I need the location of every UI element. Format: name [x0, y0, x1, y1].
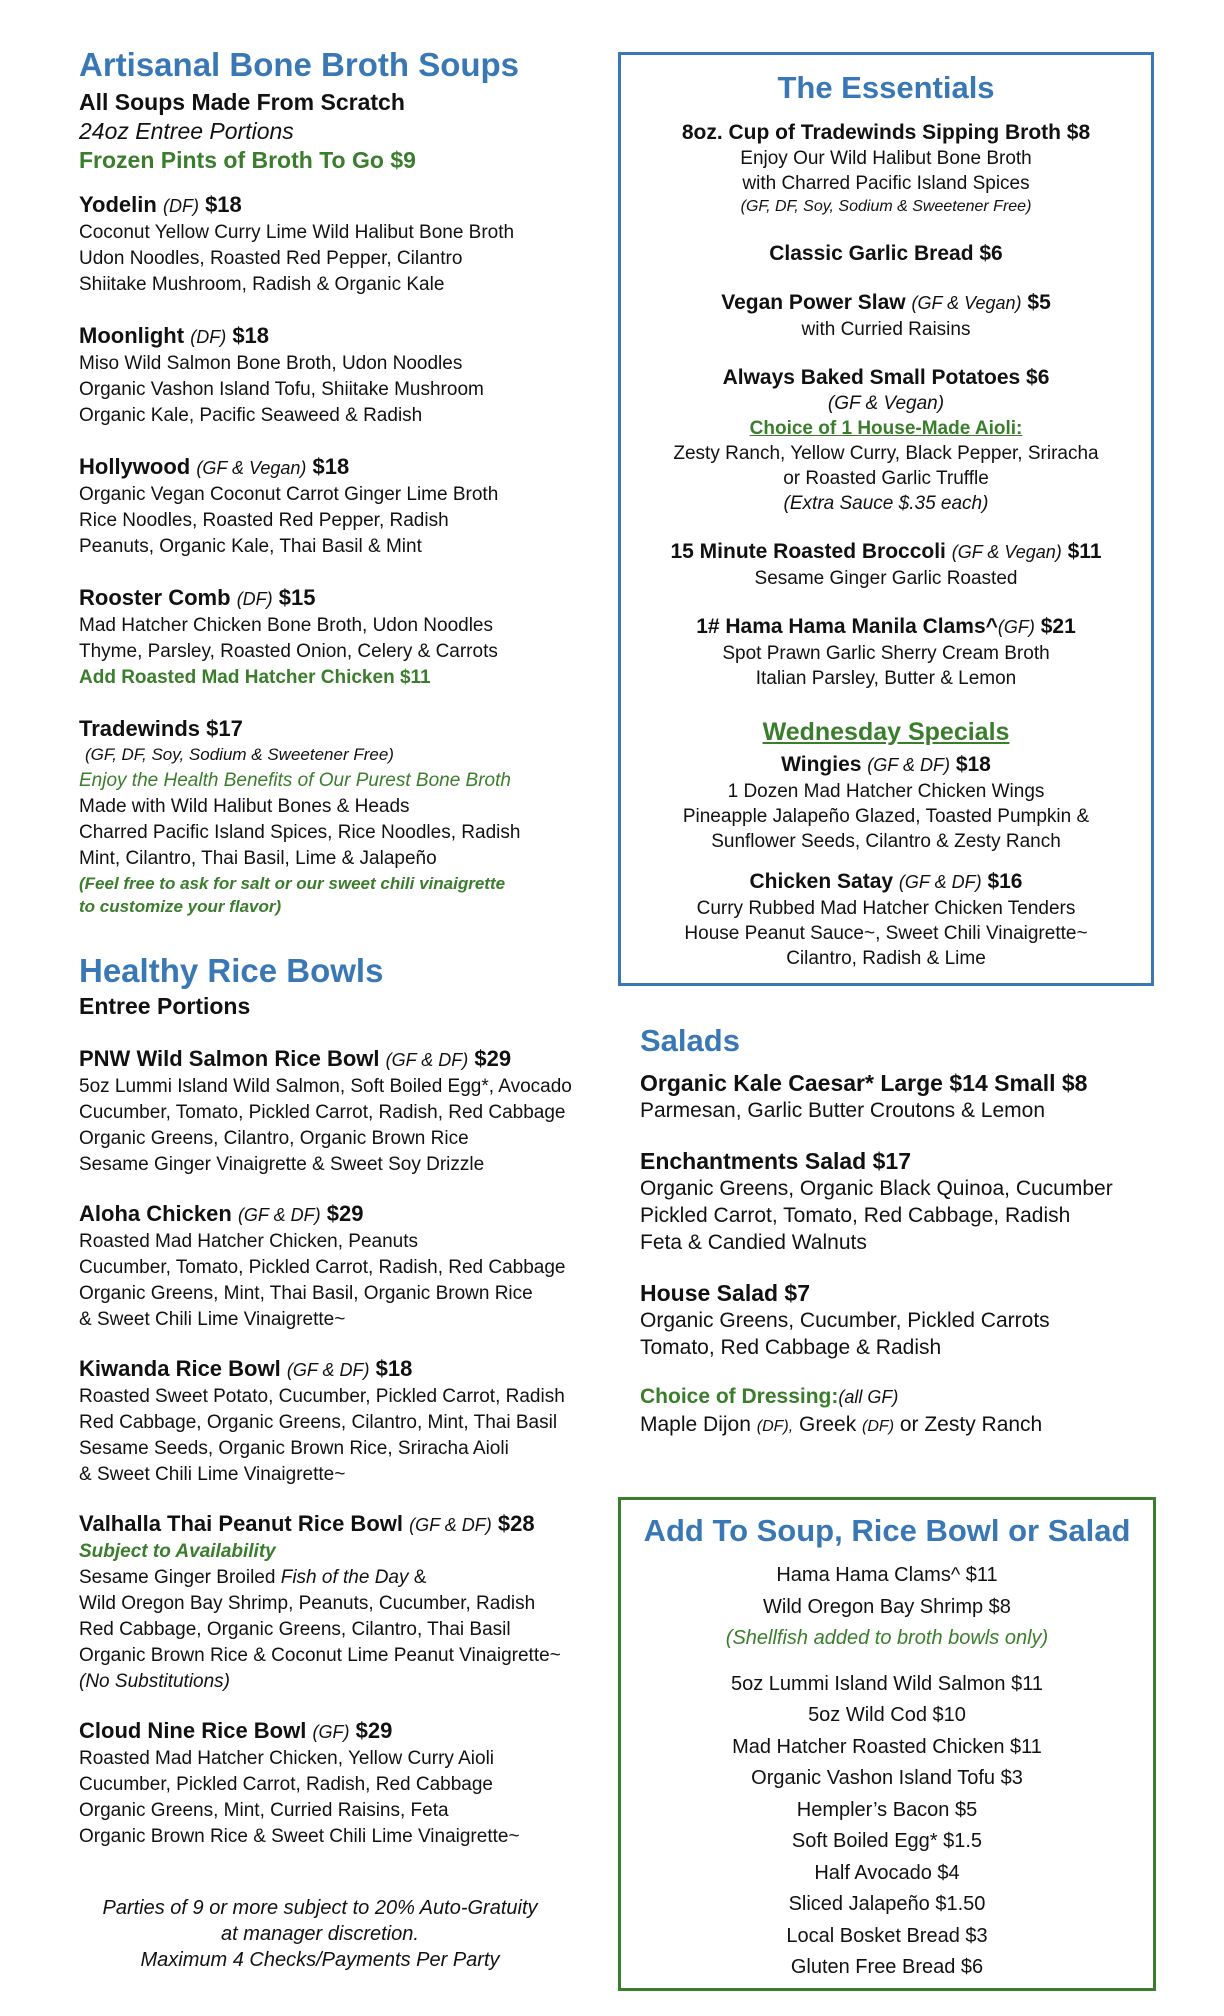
soups-subtitle: All Soups Made From Scratch — [79, 89, 405, 115]
salad-enchantments — [640, 1148, 1180, 1256]
item-desc: Charred Pacific Island Spices, Rice Noodles, Radish — [79, 822, 521, 843]
item-desc-part: & — [408, 1567, 427, 1588]
item-price: $29 — [355, 1718, 393, 1743]
addon-item: 5oz Lummi Island Wild Salmon $11 — [731, 1672, 1043, 1695]
item-name: Hollywood — [79, 454, 191, 479]
item-price: $28 — [497, 1511, 535, 1536]
item-desc: Parmesan, Garlic Butter Croutons & Lemon — [640, 1099, 1046, 1122]
salad-house — [640, 1280, 1180, 1361]
addon-item: Gluten Free Bread $6 — [790, 1956, 984, 1978]
left-column — [79, 46, 619, 1850]
bowl-aloha-chicken — [79, 1200, 619, 1333]
item-desc: Cucumber, Pickled Carrot, Radish, Red Cabbage — [79, 1774, 493, 1795]
addon-item: Organic Vashon Island Tofu $3 — [751, 1767, 1023, 1789]
soup-yodelin — [79, 191, 619, 298]
addon-item: Hama Hama Clams^ $11 — [776, 1564, 998, 1586]
item-desc: Roasted Sweet Potato, Cucumber, Pickled Carrot, Radish — [79, 1386, 565, 1407]
item-price: $18 — [205, 192, 242, 217]
salads-section — [640, 1022, 1180, 1440]
item-desc: Red Cabbage, Organic Greens, Cilantro, Thai Basil — [79, 1619, 511, 1640]
item-note: (GF & DF) — [385, 1050, 469, 1070]
item-extra: (Extra Sauce $.35 each) — [783, 493, 989, 514]
addons-shellfish — [621, 1560, 1153, 1655]
dressing-note: (DF) — [862, 1418, 895, 1435]
item-note: (GF & DF) — [286, 1360, 370, 1380]
item-name: 8oz. Cup of Tradewinds Sipping Broth $8 — [681, 121, 1091, 144]
item-desc: & Sweet Chili Lime Vinaigrette~ — [79, 1464, 346, 1485]
item-name: Moonlight — [79, 323, 185, 348]
salads-title: Salads — [640, 1023, 740, 1058]
item-price: $29 — [474, 1046, 512, 1071]
item-desc: Coconut Yellow Curry Lime Wild Halibut Bone Broth — [79, 222, 515, 243]
dressing-option: Greek — [793, 1413, 863, 1436]
item-name: Aloha Chicken — [79, 1201, 232, 1226]
item-note: (GF & Vegan) — [827, 393, 945, 414]
item-desc: Red Cabbage, Organic Greens, Cilantro, Mint, Thai Basil — [79, 1412, 558, 1433]
item-desc: Udon Noodles, Roasted Red Pepper, Cilantro — [79, 248, 463, 269]
item-highlight: Enjoy the Health Benefits of Our Purest Bone Broth — [79, 770, 511, 791]
item-desc: Sunflower Seeds, Cilantro & Zesty Ranch — [711, 831, 1061, 852]
item-desc: Zesty Ranch, Yellow Curry, Black Pepper, Sriracha — [673, 443, 1099, 464]
item-note: (GF & DF) — [898, 872, 982, 892]
item-desc: Sesame Ginger Vinaigrette & Sweet Soy Drizzle — [79, 1154, 485, 1175]
item-name: 1# Hama Hama Manila Clams^ — [696, 615, 998, 638]
item-price: $18 — [312, 454, 350, 479]
essentials-potatoes — [621, 364, 1151, 516]
item-note: (GF) — [312, 1722, 350, 1742]
item-desc: Organic Vashon Island Tofu, Shiitake Mushroom — [79, 379, 484, 400]
item-price: $18 — [375, 1356, 413, 1381]
dressing-label: Choice of Dressing: — [640, 1385, 839, 1408]
salad-kale-caesar — [640, 1070, 1180, 1124]
item-note: (GF, DF, Soy, Sodium & Sweetener Free) — [85, 745, 394, 764]
footer-line: at manager discretion. — [221, 1923, 419, 1945]
item-name: Yodelin — [79, 192, 157, 217]
essentials-title: The Essentials — [777, 70, 995, 105]
item-desc-fish: Fish of the Day — [280, 1567, 409, 1588]
soup-tradewinds — [79, 715, 619, 918]
item-tip: (Feel free to ask for salt or our sweet chili vinaigrette — [79, 874, 506, 893]
item-note: (DF) — [236, 589, 273, 609]
soup-hollywood — [79, 453, 619, 560]
addons-box — [618, 1497, 1156, 1991]
item-desc: Italian Parsley, Butter & Lemon — [755, 668, 1017, 689]
item-name: Cloud Nine Rice Bowl — [79, 1718, 307, 1743]
item-desc: Miso Wild Salmon Bone Broth, Udon Noodles — [79, 353, 463, 374]
addon-item: Hempler’s Bacon $5 — [796, 1798, 978, 1821]
dressing-option: Maple Dijon — [640, 1413, 757, 1436]
item-tip: to customize your flavor) — [79, 897, 282, 916]
item-note: (DF) — [190, 327, 227, 347]
item-name: Wingies — [781, 753, 862, 776]
item-name: PNW Wild Salmon Rice Bowl — [79, 1046, 380, 1071]
item-price: $5 — [1027, 291, 1051, 314]
item-name: Vegan Power Slaw — [721, 291, 906, 314]
item-desc: 5oz Lummi Island Wild Salmon, Soft Boiled Egg*, Avocado — [79, 1076, 572, 1097]
item-desc: Thyme, Parsley, Roasted Onion, Celery & Carrots — [79, 641, 498, 662]
item-note: (DF) — [162, 196, 199, 216]
item-desc: Mad Hatcher Chicken Bone Broth, Udon Noodles — [79, 615, 494, 636]
essentials-broccoli — [621, 538, 1151, 591]
item-desc: Cucumber, Tomato, Pickled Carrot, Radish, Red Cabbage — [79, 1257, 566, 1278]
item-name: Enchantments Salad $17 — [640, 1148, 911, 1174]
item-name: Kiwanda Rice Bowl — [79, 1356, 281, 1381]
item-price: $18 — [232, 323, 270, 348]
item-desc: Cucumber, Tomato, Pickled Carrot, Radish, Red Cabbage — [79, 1102, 566, 1123]
item-desc: Sesame Ginger Garlic Roasted — [754, 568, 1018, 589]
item-name: Organic Kale Caesar* Large $14 Small $8 — [640, 1070, 1088, 1096]
item-desc — [79, 1565, 619, 1591]
dressing-label-note: (all GF) — [838, 1387, 899, 1407]
salad-dressing — [640, 1383, 1180, 1440]
soups-portion: 24oz Entree Portions — [79, 118, 294, 144]
bowl-valhalla — [79, 1510, 619, 1695]
item-desc: Made with Wild Halibut Bones & Heads — [79, 796, 410, 817]
item-price: $29 — [326, 1201, 364, 1226]
item-note: (GF) — [997, 617, 1035, 637]
item-desc: Organic Greens, Mint, Thai Basil, Organic Brown Rice — [79, 1283, 533, 1304]
item-desc: 1 Dozen Mad Hatcher Chicken Wings — [727, 781, 1045, 802]
item-desc: Shiitake Mushroom, Radish & Organic Kale — [79, 274, 445, 295]
dressing-note: (DF), — [756, 1418, 794, 1435]
essentials-slaw — [621, 289, 1151, 342]
addon-item: Wild Oregon Bay Shrimp $8 — [763, 1595, 1011, 1618]
item-desc: Roasted Mad Hatcher Chicken, Yellow Curry Aioli — [79, 1748, 495, 1769]
special-chicken-satay — [621, 868, 1151, 971]
addons-title: Add To Soup, Rice Bowl or Salad — [643, 1513, 1131, 1548]
item-desc: with Charred Pacific Island Spices — [742, 173, 1030, 194]
essentials-garlic-bread: Classic Garlic Bread $6 — [769, 242, 1003, 265]
item-name: House Salad $7 — [640, 1280, 811, 1306]
item-name: Valhalla Thai Peanut Rice Bowl — [79, 1511, 403, 1536]
item-name: Rooster Comb — [79, 585, 231, 610]
item-price: $11 — [1067, 540, 1102, 563]
addon-item: Local Bosket Bread $3 — [786, 1924, 988, 1947]
footer-line: Parties of 9 or more subject to 20% Auto-Gratuity — [102, 1897, 538, 1919]
item-note: (GF, DF, Soy, Sodium & Sweetener Free) — [740, 198, 1032, 215]
item-price: $15 — [278, 585, 316, 610]
item-choice: Choice of 1 House-Made Aioli: — [749, 418, 1023, 439]
addon-item: Mad Hatcher Roasted Chicken $11 — [732, 1735, 1042, 1758]
footer-note — [60, 1895, 580, 1973]
item-desc: Feta & Candied Walnuts — [640, 1231, 867, 1254]
essentials-clams — [621, 613, 1151, 691]
special-wingies — [621, 751, 1151, 854]
item-desc: Tomato, Red Cabbage & Radish — [640, 1336, 942, 1359]
item-price: $18 — [955, 753, 991, 776]
soups-frozen: Frozen Pints of Broth To Go $9 — [79, 147, 416, 173]
item-desc: Wild Oregon Bay Shrimp, Peanuts, Cucumber, Radish — [79, 1593, 536, 1614]
item-desc-part: Sesame Ginger Broiled — [79, 1567, 281, 1588]
item-desc: Rice Noodles, Roasted Red Pepper, Radish — [79, 510, 449, 531]
item-name: Tradewinds $17 — [79, 716, 243, 741]
item-desc: Organic Kale, Pacific Seaweed & Radish — [79, 405, 423, 426]
item-desc: Organic Brown Rice & Sweet Chili Lime Vinaigrette~ — [79, 1826, 520, 1847]
item-desc: with Curried Raisins — [801, 319, 971, 340]
item-availability: Subject to Availability — [79, 1541, 276, 1562]
item-desc: Pickled Carrot, Tomato, Red Cabbage, Radish — [640, 1204, 1071, 1227]
soup-rooster-comb — [79, 584, 619, 691]
soups-title: Artisanal Bone Broth Soups — [79, 46, 520, 83]
item-name: Chicken Satay — [749, 870, 894, 893]
item-desc: Sesame Seeds, Organic Brown Rice, Sriracha Aioli — [79, 1438, 509, 1459]
item-note: (GF & Vegan) — [196, 458, 307, 478]
item-desc: Cilantro, Radish & Lime — [786, 948, 986, 969]
item-price: $21 — [1040, 615, 1076, 638]
addon-item: Half Avocado $4 — [814, 1861, 960, 1884]
item-note: (GF & DF) — [867, 755, 950, 775]
item-price: $16 — [987, 870, 1023, 893]
addon-item: Soft Boiled Egg* $1.5 — [791, 1830, 983, 1852]
bowl-pnw-salmon — [79, 1045, 619, 1178]
item-desc: Organic Greens, Organic Black Quinoa, Cucumber — [640, 1177, 1113, 1200]
addon-item: 5oz Wild Cod $10 — [808, 1704, 966, 1726]
essentials-box — [618, 52, 1154, 986]
item-desc: Mint, Cilantro, Thai Basil, Lime & Jalapeño — [79, 848, 437, 869]
soup-moonlight — [79, 322, 619, 429]
bowl-kiwanda — [79, 1355, 619, 1488]
addons-list — [621, 1669, 1153, 1984]
item-desc: Peanuts, Organic Kale, Thai Basil & Mint — [79, 536, 422, 557]
item-nosub: (No Substitutions) — [79, 1671, 231, 1692]
item-note: (GF & DF) — [237, 1205, 321, 1225]
bowl-cloud-nine — [79, 1717, 619, 1850]
dressing-option: or Zesty Ranch — [894, 1413, 1043, 1436]
item-desc: Organic Brown Rice & Coconut Lime Peanut Vinaigrette~ — [79, 1645, 561, 1666]
item-desc: Curry Rubbed Mad Hatcher Chicken Tenders — [696, 898, 1076, 919]
item-desc: & Sweet Chili Lime Vinaigrette~ — [79, 1309, 346, 1330]
item-desc: Organic Greens, Cucumber, Pickled Carrots — [640, 1309, 1050, 1332]
item-desc: Pineapple Jalapeño Glazed, Toasted Pumpkin & — [682, 806, 1090, 827]
item-name: Always Baked Small Potatoes $6 — [722, 366, 1050, 389]
item-desc: Organic Greens, Mint, Curried Raisins, Feta — [79, 1800, 449, 1821]
item-note: (GF & Vegan) — [911, 293, 1022, 313]
item-desc: Enjoy Our Wild Halibut Bone Broth — [740, 148, 1032, 169]
bowls-subtitle: Entree Portions — [79, 993, 251, 1019]
item-note: (GF & DF) — [409, 1515, 492, 1535]
item-note: (GF & Vegan) — [951, 542, 1062, 562]
item-desc: Roasted Mad Hatcher Chicken, Peanuts — [79, 1231, 419, 1252]
item-desc: Organic Vegan Coconut Carrot Ginger Lime Broth — [79, 484, 499, 505]
item-desc: or Roasted Garlic Truffle — [783, 468, 989, 489]
item-desc: House Peanut Sauce~, Sweet Chili Vinaigrette~ — [684, 923, 1088, 944]
item-name: 15 Minute Roasted Broccoli — [670, 540, 946, 563]
bowls-title: Healthy Rice Bowls — [79, 952, 384, 989]
item-addon: Add Roasted Mad Hatcher Chicken $11 — [79, 667, 431, 688]
item-desc: Organic Greens, Cilantro, Organic Brown Rice — [79, 1128, 469, 1149]
wednesday-specials-title: Wednesday Specials — [762, 718, 1010, 746]
footer-line: Maximum 4 Checks/Payments Per Party — [140, 1949, 500, 1971]
essentials-cup — [621, 119, 1151, 218]
item-desc: Spot Prawn Garlic Sherry Cream Broth — [722, 643, 1050, 664]
addon-item: Sliced Jalapeño $1.50 — [788, 1893, 986, 1915]
addon-shellfish-note: (Shellfish added to broth bowls only) — [725, 1627, 1049, 1649]
